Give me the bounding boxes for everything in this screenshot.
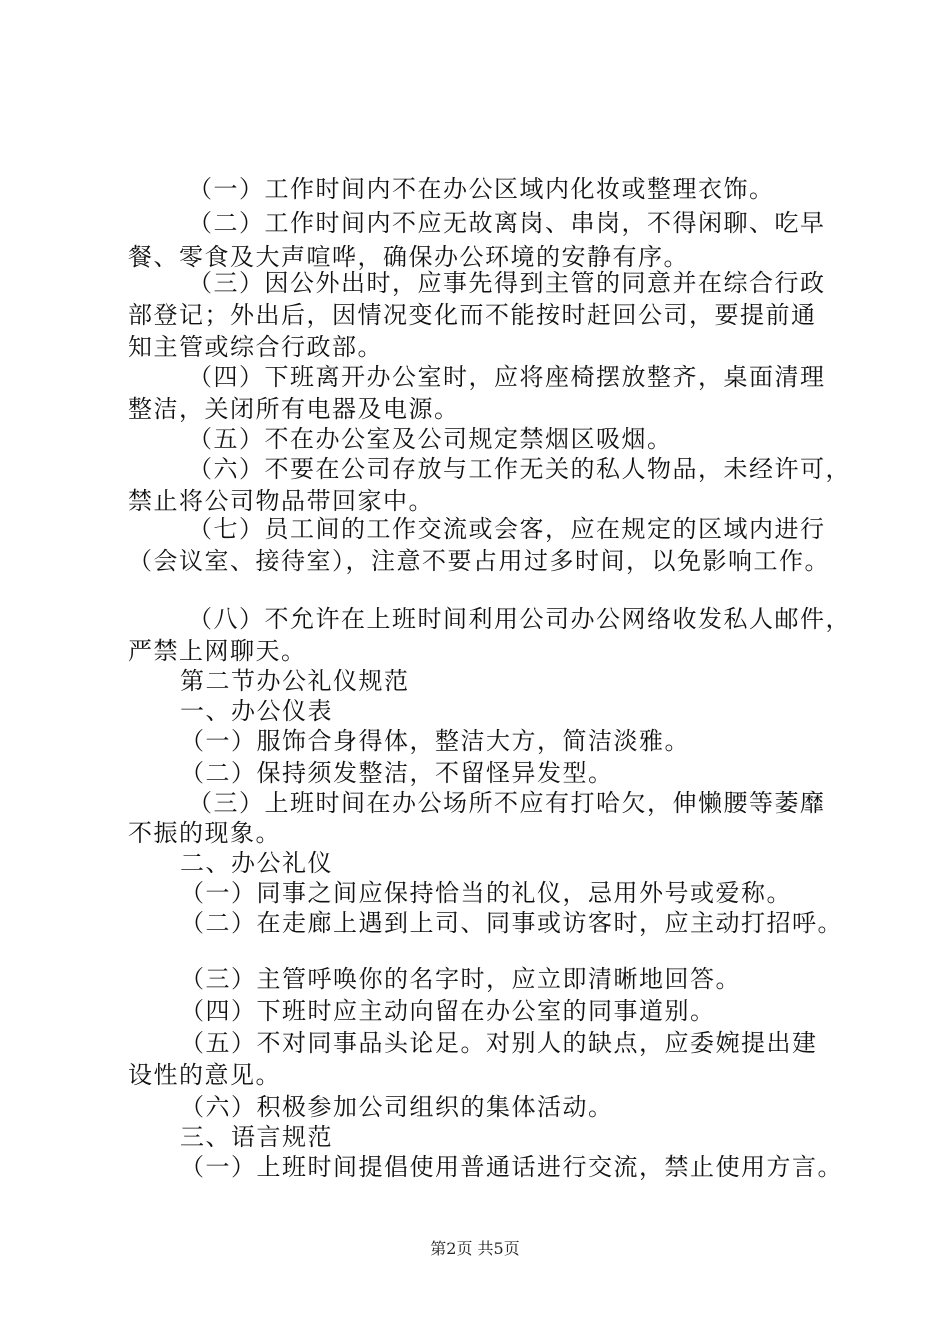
text-line: 部登记；外出后，因情况变化而不能按时赶回公司，要提前通 xyxy=(128,301,817,329)
text-line: （五）不对同事品头论足。对别人的缺点，应委婉提出建 xyxy=(180,1029,818,1057)
text-line: （会议室、接待室），注意不要占用过多时间，以免影响工作。 xyxy=(128,547,830,575)
text-line: 不振的现象。 xyxy=(128,819,281,847)
text-line: （三）因公外出时，应事先得到主管的同意并在综合行政 xyxy=(188,269,826,297)
text-line: （一）服饰合身得体，整洁大方，简洁淡雅。 xyxy=(180,727,690,755)
text-line: （二）工作时间内不应无故离岗、串岗，不得闲聊、吃早 xyxy=(188,209,826,237)
page-footer: 第2页 共5页 xyxy=(430,1239,520,1258)
text-line: （二）保持须发整洁，不留怪异发型。 xyxy=(180,759,614,787)
text-line: 整洁，关闭所有电器及电源。 xyxy=(128,395,460,423)
text-line: （一）同事之间应保持恰当的礼仪，忌用外号或爱称。 xyxy=(180,879,792,907)
text-line: （四）下班离开办公室时，应将座椅摆放整齐，桌面清理 xyxy=(188,363,826,391)
subsection-heading: 三、语言规范 xyxy=(180,1123,333,1151)
text-line: 设性的意见。 xyxy=(128,1061,281,1089)
text-line: 知主管或综合行政部。 xyxy=(128,333,383,361)
subsection-heading: 二、办公礼仪 xyxy=(180,849,333,877)
text-line: （五）不在办公室及公司规定禁烟区吸烟。 xyxy=(188,425,673,453)
subsection-heading: 一、办公仪表 xyxy=(180,697,333,725)
text-line: （六）积极参加公司组织的集体活动。 xyxy=(180,1093,614,1121)
text-line: （一）工作时间内不在办公区域内化妆或整理衣饰。 xyxy=(188,175,775,203)
text-line: （四）下班时应主动向留在办公室的同事道别。 xyxy=(180,997,716,1025)
text-line: 严禁上网聊天。 xyxy=(128,637,307,665)
text-line: 禁止将公司物品带回家中。 xyxy=(128,487,434,515)
text-line: 餐、零食及大声喧哗，确保办公环境的安静有序。 xyxy=(128,243,689,271)
text-line: （三）上班时间在办公场所不应有打哈欠，伸懒腰等萎靡 xyxy=(188,789,826,817)
text-line: （七）员工间的工作交流或会客，应在规定的区域内进行 xyxy=(188,515,826,543)
text-line: （三）主管呼唤你的名字时，应立即清晰地回答。 xyxy=(180,965,741,993)
text-line: （六）不要在公司存放与工作无关的私人物品，未经许可， xyxy=(188,455,851,483)
text-line: （一）上班时间提倡使用普通话进行交流，禁止使用方言。 xyxy=(180,1153,843,1181)
text-line: （八）不允许在上班时间利用公司办公网络收发私人邮件， xyxy=(188,605,851,633)
text-line: （二）在走廊上遇到上司、同事或访客时，应主动打招呼。 xyxy=(180,909,843,937)
section-heading: 第二节办公礼仪规范 xyxy=(180,667,410,695)
